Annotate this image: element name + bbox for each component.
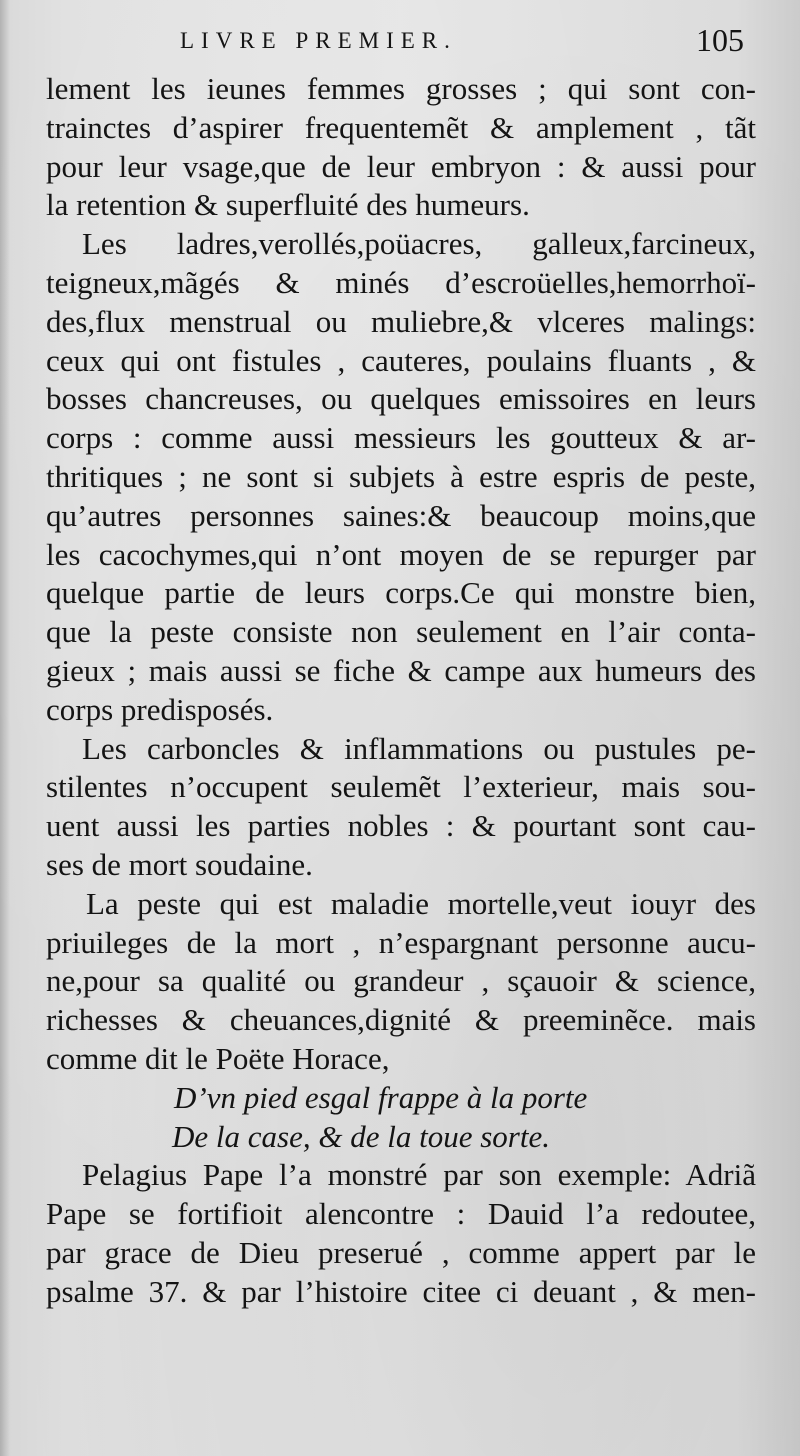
verse-line: De la case, & de la toue sorte. <box>172 1118 550 1154</box>
paragraph-first-line: La peste qui est maladie mortelle,veut iouyr des <box>86 885 756 921</box>
running-title: LIVRE PREMIER. <box>180 28 457 53</box>
text-line: lement les ieunes femmes grosses ; qui sont con- <box>46 71 756 106</box>
paragraph-first-line: Les ladres,verollés,poüacres, galleux,farcineux, <box>82 226 756 262</box>
text-line: gieux ; mais aussi se fiche & campe aux humeurs des <box>46 652 756 688</box>
paragraph-first-line: Pelagius Pape l’a monstré par son exemple: Adriã <box>82 1157 756 1193</box>
text-line: ne,pour sa qualité ou grandeur , sçauoir & science, <box>46 963 756 999</box>
text-line: psalme 37. & par l’histoire citee ci deuant , & men- <box>46 1273 756 1309</box>
text-line: ceux qui ont fistules , cauteres, poulains fluants , & <box>46 342 756 378</box>
running-head <box>0 22 800 62</box>
text-line: ses de mort soudaine. <box>46 846 313 882</box>
verse-line: D’vn pied esgal frappe à la porte <box>174 1079 588 1115</box>
text-line: la retention & superfluité des humeurs. <box>46 187 530 223</box>
page-number: 105 <box>696 22 744 58</box>
text-line: par grace de Dieu preserué , comme appert par le <box>46 1234 756 1270</box>
text-line: comme dit le Poëte Horace, <box>46 1040 390 1076</box>
text-line: priuileges de la mort , n’espargnant personne aucu- <box>46 924 756 960</box>
text-line: que la peste consiste non seulement en l’air conta- <box>46 614 756 650</box>
text-line: Pape se fortifioit alencontre : Dauid l’a redoutee, <box>46 1196 756 1232</box>
text-line: pour leur vsage,que de leur embryon : & aussi pour <box>46 148 756 184</box>
text-line: thritiques ; ne sont si subjets à estre espris de peste, <box>46 458 756 494</box>
text-line: quelque partie de leurs corps.Ce qui monstre bien, <box>46 575 756 611</box>
text-line: des,flux menstrual ou muliebre,& vlceres malings: <box>46 303 756 339</box>
text-line: stilentes n’occupent seulemẽt l’exterieur, mais sou- <box>46 769 756 805</box>
text-line: trainctes d’aspirer frequentemẽt & amplement , tãt <box>46 109 756 145</box>
text-block <box>46 70 756 1312</box>
text-line: richesses & cheuances,dignité & preeminẽce. mais <box>46 1002 756 1038</box>
text-line: bosses chancreuses, ou quelques emissoires en leurs <box>46 381 756 417</box>
text-line: teigneux,mãgés & minés d’escroüelles,hemorrhoï- <box>46 264 756 300</box>
text-line: corps : comme aussi messieurs les goutteux & ar- <box>46 420 756 456</box>
text-line: corps predisposés. <box>46 691 274 727</box>
text-line: qu’autres personnes saines:& beaucoup moins,que <box>46 497 756 533</box>
text-line: uent aussi les parties nobles : & pourtant sont cau- <box>46 808 756 844</box>
text-line: les cacochymes,qui n’ont moyen de se repurger par <box>46 536 756 572</box>
paragraph-first-line: Les carboncles & inflammations ou pustules pe- <box>82 730 756 766</box>
